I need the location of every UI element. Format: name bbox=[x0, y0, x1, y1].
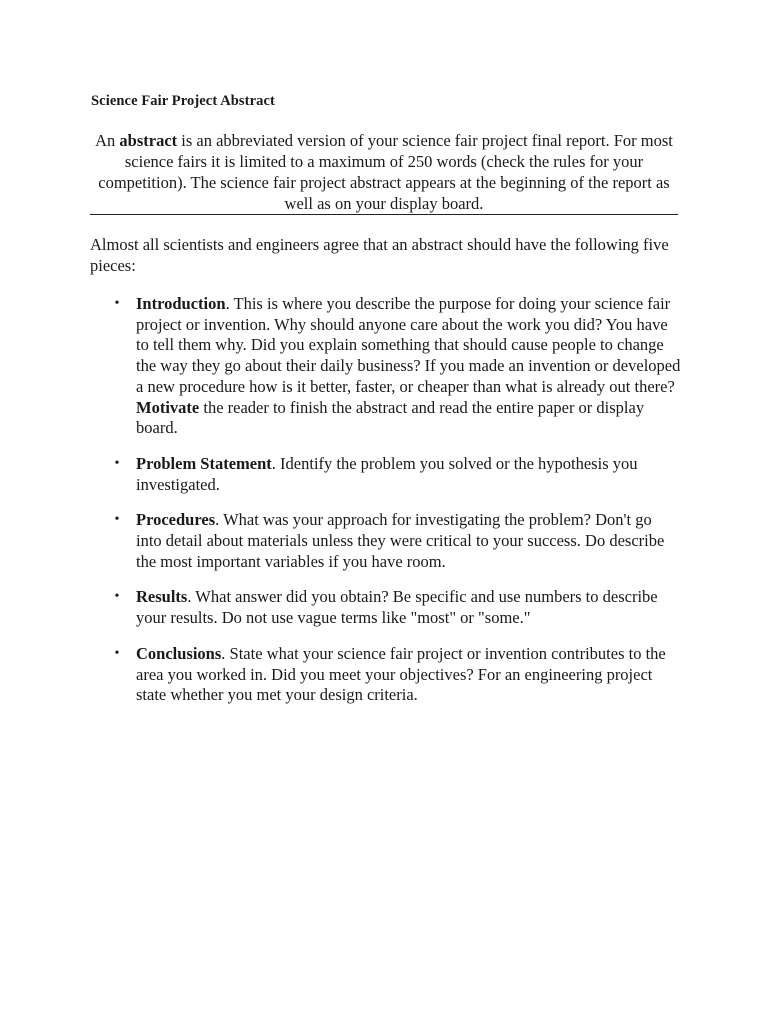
list-item-text: . State what your science fair project or invention contributes to the area you worked in. Did you meet your objectives? For an engineering project state whether you met your design criteria. bbox=[136, 643, 666, 705]
list-item-term: Procedures bbox=[136, 510, 216, 530]
list-item-procedures bbox=[90, 510, 690, 572]
list-item-body bbox=[136, 644, 681, 706]
list-item-body bbox=[136, 510, 681, 572]
list-item-body bbox=[136, 454, 681, 495]
list-item-term: Problem Statement bbox=[136, 453, 272, 473]
list-item-term: Results bbox=[136, 587, 188, 607]
list-item-problem-statement bbox=[90, 454, 690, 495]
horizontal-divider bbox=[90, 214, 678, 215]
abstract-pieces-list bbox=[90, 294, 690, 721]
list-item-term: Introduction bbox=[136, 294, 226, 313]
bullet-icon: • bbox=[114, 589, 120, 605]
intro-bold-term: abstract bbox=[119, 131, 178, 150]
lead-paragraph: Almost all scientists and engineers agree that an abstract should have the following five pieces: bbox=[90, 235, 669, 275]
intro-text-rest: is an abbreviated version of your science fair project final report. For most science fairs it is limited to a maximum of 250 words (check the rules for your competition). The science fair project abstract appears at the beginning of the report as well as on your display board. bbox=[98, 131, 673, 213]
list-item-introduction bbox=[90, 294, 690, 439]
list-item-body bbox=[136, 294, 681, 439]
list-item-results bbox=[90, 587, 690, 628]
list-item-text-end: the reader to finish the abstract and read the entire paper or display board. bbox=[136, 397, 645, 438]
list-item-text: . This is where you describe the purpose for doing your science fair project or invention. Why should anyone care about the work you did? You have to tell them why. Did you explain something that should cause people to change the way they go about their daily business? If you made an invention or developed a new procedure how is it better, faster, or cheaper than what is already out there? bbox=[136, 294, 681, 396]
bullet-icon: • bbox=[114, 512, 120, 528]
list-item-term: Conclusions bbox=[136, 643, 222, 663]
intro-text-start: An bbox=[95, 131, 120, 150]
list-item-bold-word: Motivate bbox=[136, 397, 200, 417]
bullet-icon: • bbox=[114, 455, 120, 471]
list-item-text: . What answer did you obtain? Be specific and use numbers to describe your results. Do not use vague terms like "most" or "some." bbox=[136, 587, 658, 628]
list-item-conclusions bbox=[90, 644, 690, 706]
list-item-text: . Identify the problem you solved or the hypothesis you investigated. bbox=[136, 453, 638, 494]
intro-paragraph bbox=[90, 130, 678, 214]
list-item-body bbox=[136, 587, 681, 628]
bullet-icon: • bbox=[114, 645, 120, 661]
bullet-icon: • bbox=[114, 296, 120, 311]
document-title: Science Fair Project Abstract bbox=[91, 93, 275, 109]
list-item-text: . What was your approach for investigating the problem? Don't go into detail about materials unless they were critical to your success. Do describe the most important variables if you have room. bbox=[136, 510, 665, 571]
